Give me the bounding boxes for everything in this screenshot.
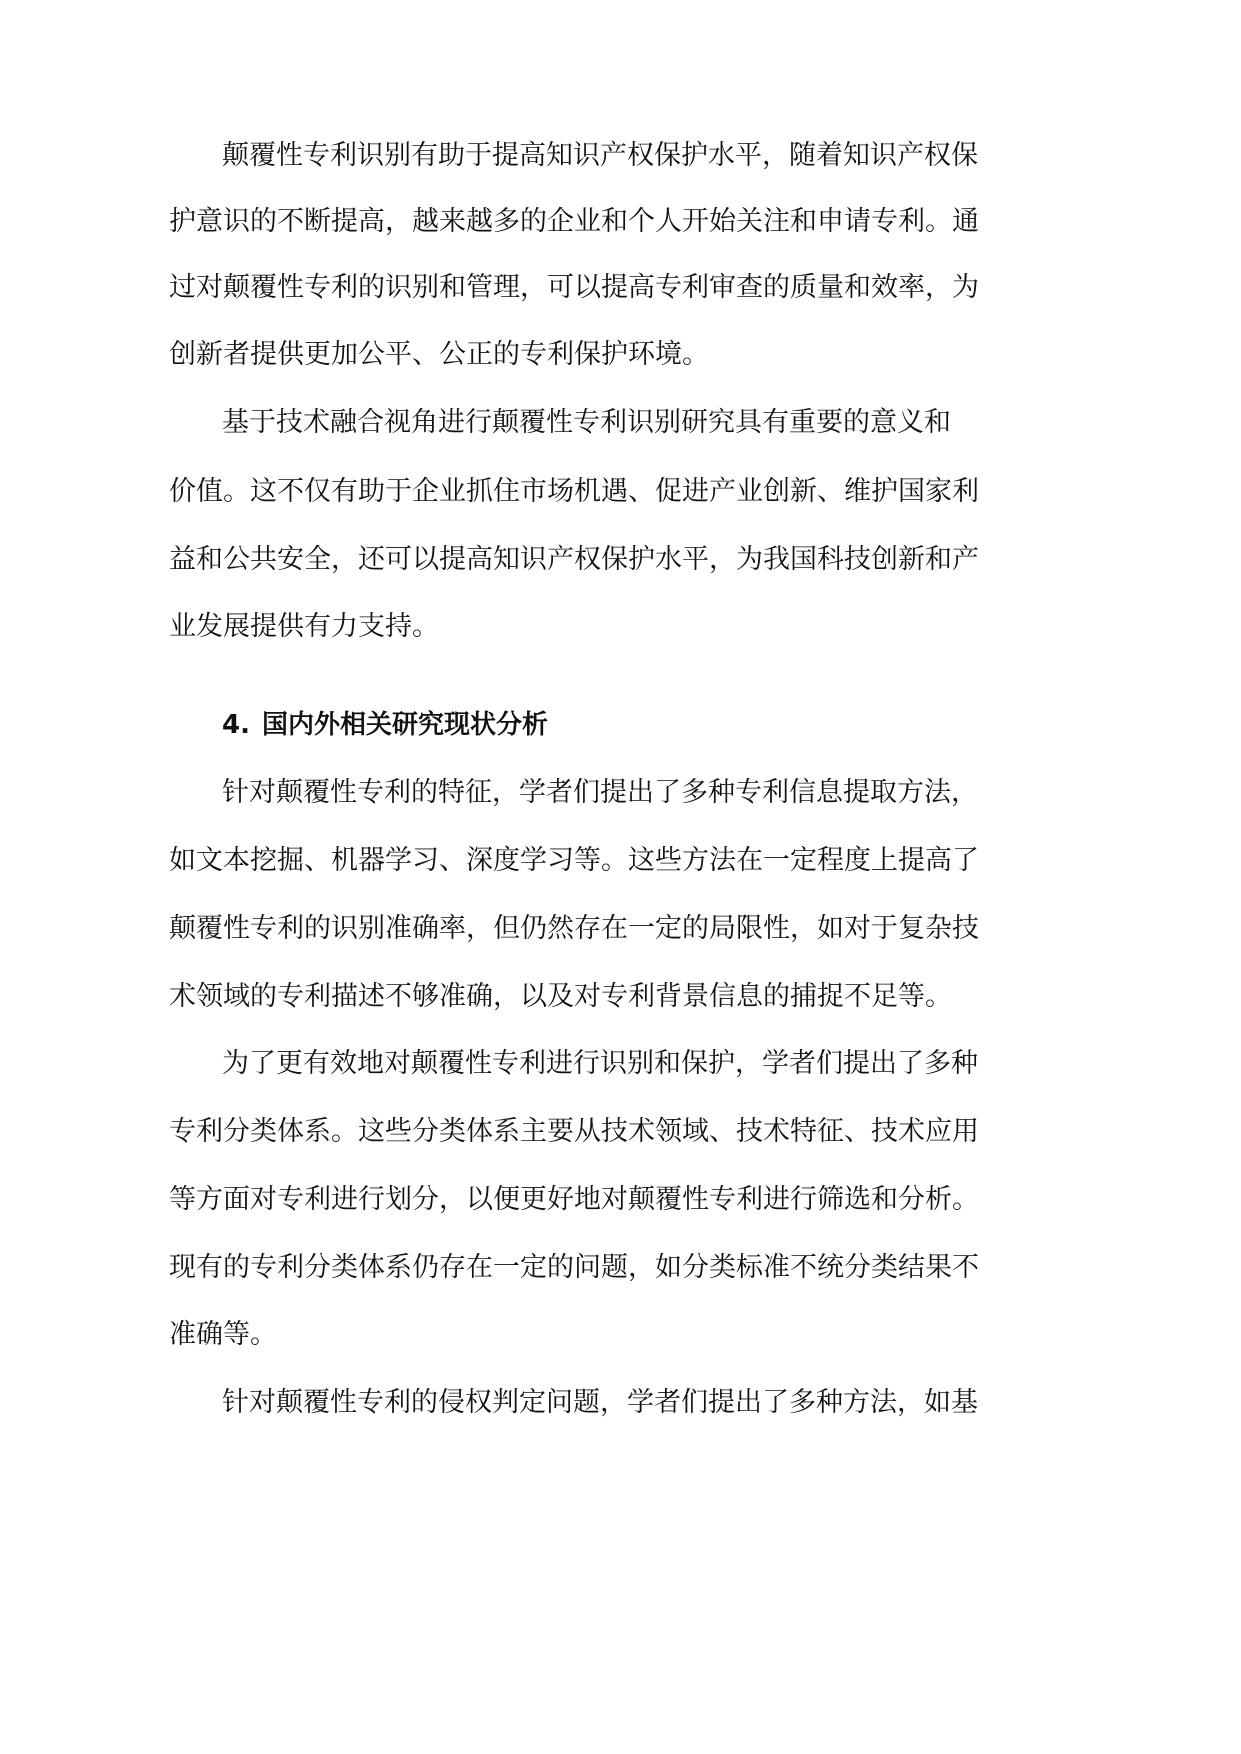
- paragraph-2-line-2: 价值。这不仅有助于企业抓住市场机遇、促进产业创新、维护国家利: [169, 476, 979, 507]
- paragraph-3-line-2: 如文本挖掘、机器学习、深度学习等。这些方法在一定程度上提高了: [169, 845, 979, 876]
- paragraph-1-line-4: 创新者提供更加公平、公正的专利保护环境。: [169, 339, 709, 370]
- paragraph-1-line-1: 颠覆性专利识别有助于提高知识产权保护水平，随着知识产权保: [222, 140, 978, 171]
- paragraph-4-line-4: 现有的专利分类体系仍存在一定的问题，如分类标准不统分类结果不: [169, 1252, 979, 1283]
- paragraph-2-line-4: 业发展提供有力支持。: [169, 611, 439, 642]
- paragraph-4-line-3: 等方面对专利进行划分，以便更好地对颠覆性专利进行筛选和分析。: [169, 1184, 979, 1215]
- paragraph-2-line-1: 基于技术融合视角进行颠覆性专利识别研究具有重要的意义和: [222, 407, 951, 438]
- paragraph-1-line-3: 过对颠覆性专利的识别和管理，可以提高专利审查的质量和效率，为: [169, 272, 979, 303]
- section-number: 4.: [222, 710, 250, 740]
- section-title: 国内外相关研究现状分析: [262, 710, 549, 740]
- paragraph-1-line-2: 护意识的不断提高，越来越多的企业和个人开始关注和申请专利。通: [169, 206, 979, 237]
- paragraph-4-line-1: 为了更有效地对颠覆性专利进行识别和保护，学者们提出了多种: [222, 1048, 978, 1079]
- paragraph-3-line-4: 术领域的专利描述不够准确，以及对专利背景信息的捕捉不足等。: [169, 981, 952, 1012]
- paragraph-3-line-3: 颠覆性专利的识别准确率，但仍然存在一定的局限性，如对于复杂技: [169, 913, 979, 944]
- paragraph-3-line-1: 针对颠覆性专利的特征，学者们提出了多种专利信息提取方法，: [222, 777, 978, 808]
- paragraph-5-line-1: 针对颠覆性专利的侵权判定问题，学者们提出了多种方法，如基: [222, 1387, 978, 1418]
- paragraph-4-line-2: 专利分类体系。这些分类体系主要从技术领域、技术特征、技术应用: [169, 1116, 979, 1147]
- section-heading: [222, 707, 548, 743]
- paragraph-2-line-3: 益和公共安全，还可以提高知识产权保护水平，为我国科技创新和产: [169, 544, 979, 575]
- paragraph-4-line-5: 准确等。: [169, 1319, 277, 1350]
